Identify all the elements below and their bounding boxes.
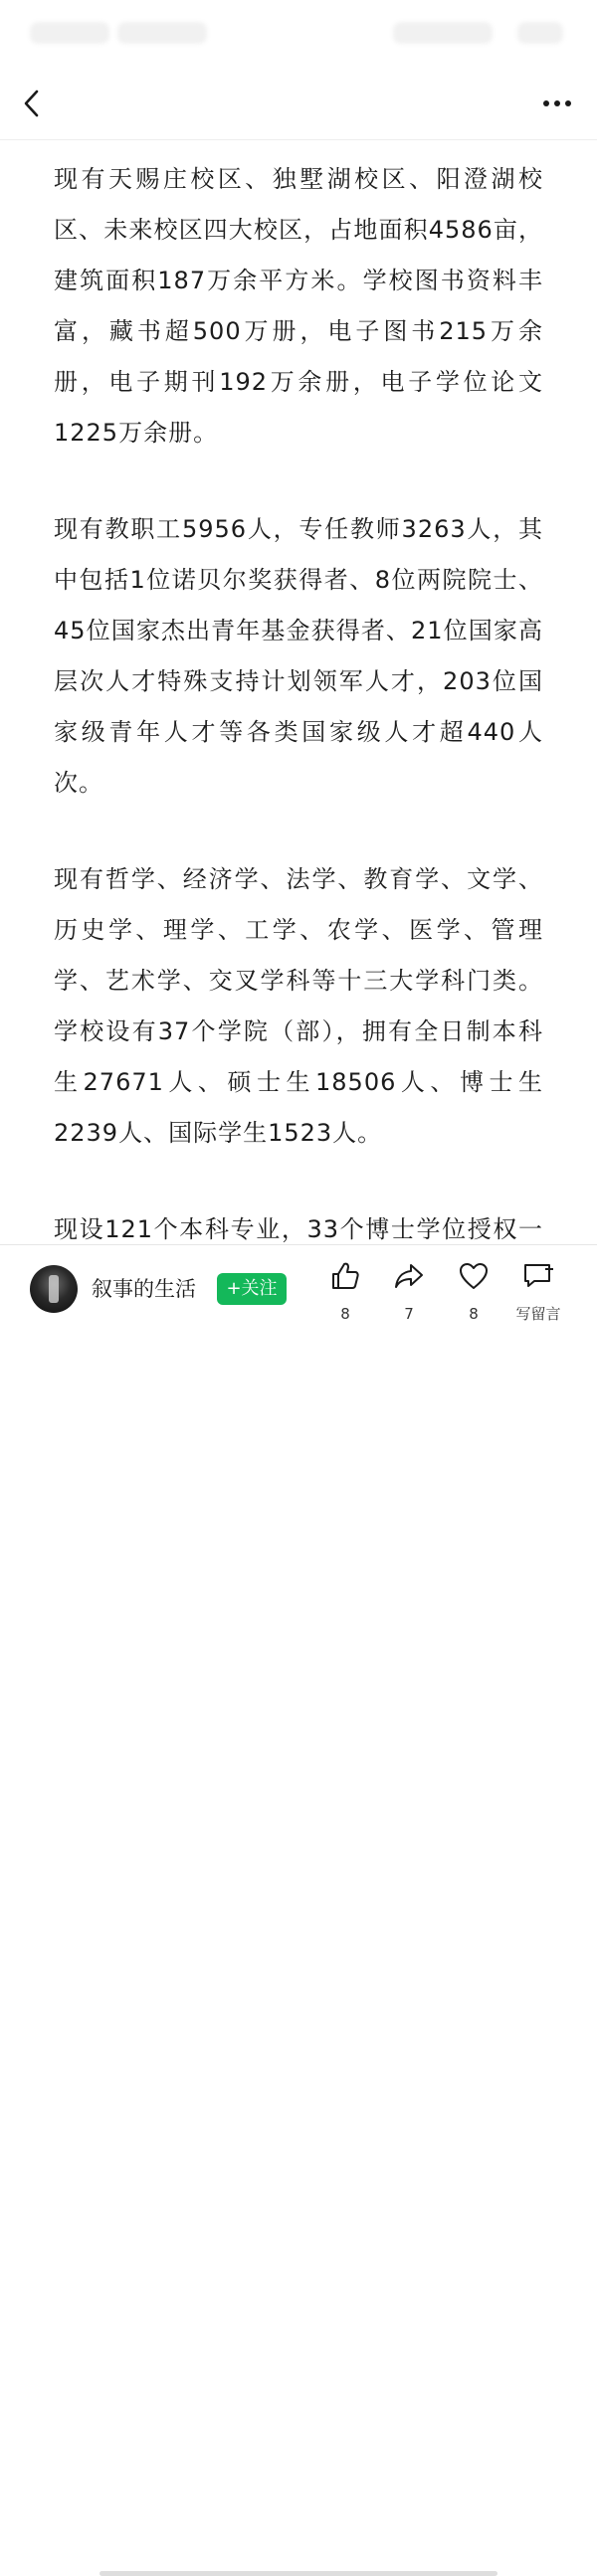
back-button[interactable] <box>10 82 54 125</box>
comment-add-icon <box>521 1260 555 1292</box>
status-time-blurred <box>30 22 109 44</box>
share-arrow-icon <box>393 1260 425 1292</box>
like-button[interactable] <box>315 1259 375 1329</box>
comment-button[interactable] <box>505 1259 571 1329</box>
favorite-button[interactable] <box>444 1259 503 1329</box>
comment-label: 写留言 <box>515 1305 561 1323</box>
favorite-count: 8 <box>469 1305 479 1323</box>
more-horizontal-icon <box>542 99 572 107</box>
home-indicator <box>100 2571 498 2576</box>
article-scroll-area[interactable] <box>0 140 597 1244</box>
author-avatar[interactable] <box>30 1265 78 1313</box>
status-bar <box>0 0 597 70</box>
nav-bar <box>0 70 597 140</box>
status-icons-left-blurred <box>117 22 207 44</box>
article-paragraph: 现设121个本科专业，33个博士学位授权一 <box>54 1215 543 1243</box>
share-count: 7 <box>404 1305 414 1323</box>
like-count: 8 <box>340 1305 350 1323</box>
article-paragraph: 现有教职工5956人，专任教师3263人，其中包括1位诺贝尔奖获得者、8位两院院士、45位国家杰出青年基金获得者、21位国家高层次人才特殊支持计划领军人才，203位国家级青年人才等各类国家级人才超440人次。 <box>54 515 543 797</box>
article-body <box>0 140 597 1244</box>
article-paragraph: 现有天赐庄校区、独墅湖校区、阳澄湖校区、未来校区四大校区，占地面积4586亩，建筑面积187万余平方米。学校图书资料丰富，藏书超500万册，电子图书215万余册，电子期刊192万余册，电子学位论文1225万余册。 <box>54 165 543 447</box>
share-button[interactable] <box>379 1259 439 1329</box>
chevron-left-icon <box>21 89 43 118</box>
more-button[interactable] <box>535 82 579 125</box>
heart-icon <box>458 1260 490 1292</box>
battery-blurred <box>517 22 563 44</box>
follow-button[interactable]: +关注 <box>217 1273 287 1305</box>
status-icons-right-blurred <box>393 22 493 44</box>
article-paragraph: 现有哲学、经济学、法学、教育学、文学、历史学、理学、工学、农学、医学、管理学、艺术学、交叉学科等十三大学科门类。学校设有37个学院（部），拥有全日制本科生27671人、硕士生18506人、博士生2239人、国际学生1523人。 <box>54 865 543 1147</box>
thumbs-up-icon <box>329 1260 361 1292</box>
bottom-action-bar <box>0 1244 597 1334</box>
avatar-figure <box>49 1275 59 1303</box>
author-name[interactable]: 叙事的生活 <box>92 1277 196 1301</box>
